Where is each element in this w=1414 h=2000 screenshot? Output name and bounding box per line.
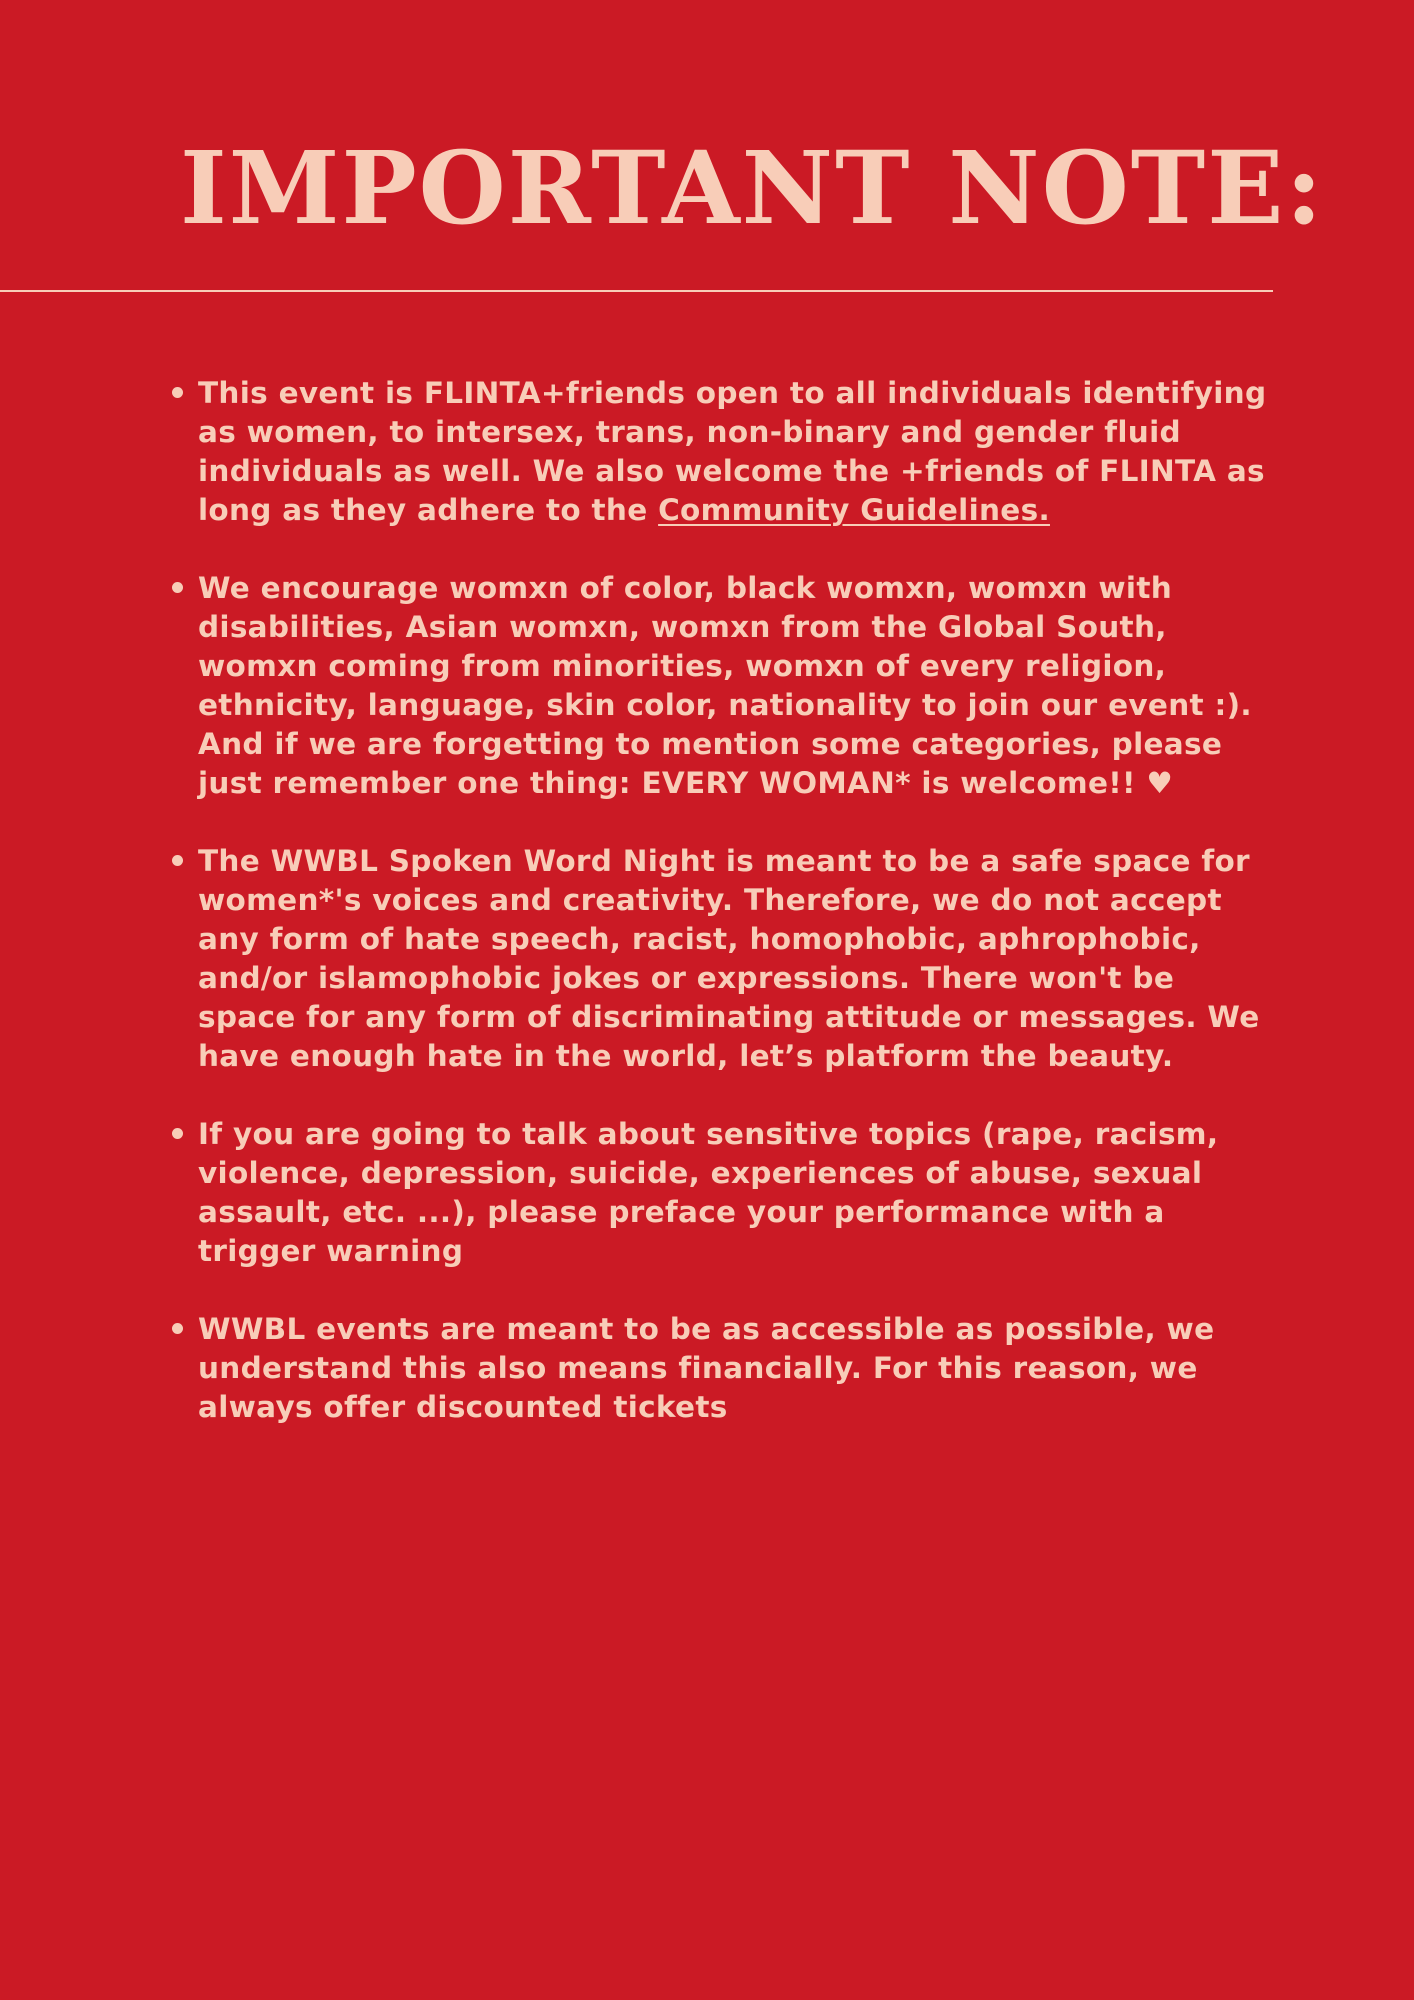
bullet-icon	[172, 1323, 183, 1334]
note-item-encourage	[198, 569, 1278, 803]
community-guidelines-link[interactable]: Community Guidelines.	[658, 493, 1050, 527]
note-item-safe-space	[198, 842, 1278, 1076]
note-text-body: This event is FLINTA+friends open to all individuals identifying as women, to intersex, trans, non-binary and gender fluid individuals as well. We also welcome the +friends of FLINTA as long as they adhere to the	[198, 376, 1267, 527]
note-item-accessibility	[198, 1310, 1278, 1427]
note-text	[198, 374, 1278, 530]
note-text: WWBL events are meant to be as accessible as possible, we understand this also means financially. For this reason, we always offer discounted tickets	[198, 1312, 1215, 1424]
title-divider	[0, 290, 1273, 292]
note-text: We encourage womxn of color, black womxn, womxn with disabilities, Asian womxn, womxn from the Global South, womxn coming from minorities, womxn of every religion, ethnicity, language, skin color, nationality to join our event :). And if we are forgetting to mention some categories, please just remember one thing: EVERY WOMAN* is welcome!! ♥	[198, 571, 1252, 800]
notes-list	[198, 374, 1278, 1466]
note-text: The WWBL Spoken Word Night is meant to be a safe space for women*'s voices and creativity. Therefore, we do not accept any form of hate speech, racist, homophobic, aphrophobic, and/or islamophobic jokes or expressions. There won't be space for any form of discriminating attitude or messages. We have enough hate in the world, let’s platform the beauty.	[198, 844, 1260, 1073]
page-title: IMPORTANT NOTE:	[180, 129, 1325, 247]
note-text: If you are going to talk about sensitive topics (rape, racism, violence, depression, suicide, experiences of abuse, sexual assault, etc. ...), please preface your performance with a trigger warning	[198, 1117, 1219, 1268]
bullet-icon	[172, 855, 183, 866]
note-item-flinta	[198, 374, 1278, 530]
bullet-icon	[172, 387, 183, 398]
bullet-icon	[172, 1128, 183, 1139]
note-item-trigger-warning	[198, 1115, 1278, 1271]
bullet-icon	[172, 582, 183, 593]
